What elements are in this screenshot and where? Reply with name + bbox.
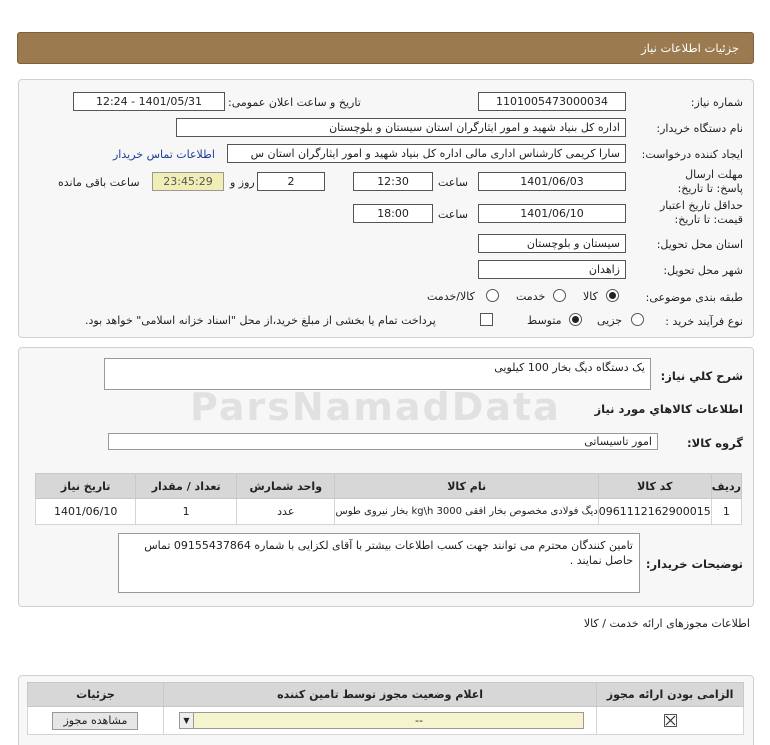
deadline-time-label: ساعت xyxy=(438,176,468,189)
category-service-radio[interactable] xyxy=(553,289,566,302)
col-date: تاریخ نیاز xyxy=(36,474,136,499)
permits-title: اطلاعات مجوزهای ارائه خدمت / کالا xyxy=(583,617,750,630)
permit-status-value: -- xyxy=(414,714,423,727)
goods-group-field: امور تاسیساتی xyxy=(108,433,658,450)
category-goods-radio[interactable] xyxy=(606,289,619,302)
creator-label: ایجاد کننده درخواست: xyxy=(641,148,743,161)
cell-status xyxy=(163,707,596,735)
col-row: ردیف xyxy=(711,474,741,499)
cell-name: دیگ فولادی مخصوص بخار افقی 3000 kg\h بخار نیروی طوس xyxy=(335,499,598,525)
col-code: کد کالا xyxy=(598,474,711,499)
validity-label: حداقل تاریخ اعتبار قیمت: تا تاریخ: xyxy=(659,199,743,226)
items-table xyxy=(35,473,742,525)
announce-label: تاریخ و ساعت اعلان عمومی: xyxy=(228,96,361,109)
permits-table xyxy=(27,682,744,735)
page-title-bar xyxy=(17,32,754,64)
process-label: نوع فرآیند خرید : xyxy=(665,315,743,328)
need-number-field: 1101005473000034 xyxy=(478,92,626,111)
category-label: طبقه بندی موضوعی: xyxy=(645,291,743,304)
view-permit-button[interactable]: مشاهده مجوز xyxy=(52,712,138,730)
treasury-payment-checkbox[interactable] xyxy=(480,313,493,326)
process-partial-label: جزیی xyxy=(597,314,623,327)
announce-field: 1401/05/31 - 12:24 xyxy=(73,92,225,111)
cell-row: 1 xyxy=(711,499,741,525)
col-required: الزامی بودن ارائه مجوز xyxy=(597,683,744,707)
col-status: اعلام وضعیت مجوز توسط تامین کننده xyxy=(163,683,596,707)
need-number-label: شماره نیاز: xyxy=(690,96,743,109)
deadline-label: مهلت ارسال پاسخ: تا تاریخ: xyxy=(677,168,743,195)
table-row xyxy=(28,707,744,735)
goods-info-title: اطلاعات کالاهاي مورد نياز xyxy=(594,402,743,416)
province-field: سیستان و بلوچستان xyxy=(478,234,626,253)
summary-field: یک دستگاه دیگ بخار 100 کیلویی xyxy=(104,358,651,390)
cell-required xyxy=(597,707,744,735)
watermark-text: ParsNamadData xyxy=(190,385,561,429)
summary-label: شرح کلي نياز: xyxy=(660,369,743,383)
process-medium-label: متوسط xyxy=(527,314,562,327)
cell-date: 1401/06/10 xyxy=(36,499,136,525)
city-label: شهر محل تحویل: xyxy=(663,264,743,277)
table-row xyxy=(36,499,742,525)
category-goods-label: کالا xyxy=(583,290,598,303)
province-label: استان محل تحویل: xyxy=(656,238,743,251)
category-service-label: خدمت xyxy=(516,290,546,303)
col-details: جزئیات xyxy=(28,683,164,707)
creator-field: سارا کریمی کارشناس اداری مالی اداره کل بنیاد شهید و امور ایثارگران استان س xyxy=(227,144,626,163)
days-field: 2 xyxy=(257,172,325,191)
buyer-field: اداره کل بنیاد شهید و امور ایثارگران استان سیستان و بلوچستان xyxy=(176,118,626,137)
permit-status-select[interactable] xyxy=(179,712,584,729)
deadline-time-field: 12:30 xyxy=(353,172,433,191)
validity-time-field: 18:00 xyxy=(353,204,433,223)
page-title: جزئیات اطلاعات نیاز xyxy=(641,41,739,55)
col-name: نام کالا xyxy=(335,474,598,499)
buyer-notes-label: توضیحات خریدار: xyxy=(645,557,743,571)
buyer-notes-field: تامین کنندگان محترم می توانند جهت کسب اطلاعات بیشتر با آقای لکزایی با شماره 09155437864 تماس حاصل نمایند . xyxy=(118,533,640,593)
validity-time-label: ساعت xyxy=(438,208,468,221)
x-mark-icon xyxy=(665,715,676,726)
validity-date-field: 1401/06/10 xyxy=(478,204,626,223)
process-medium-radio[interactable] xyxy=(569,313,582,326)
remaining-label: ساعت باقی مانده xyxy=(58,176,140,189)
col-unit: واحد شمارش xyxy=(237,474,335,499)
days-label: روز و xyxy=(230,176,255,189)
col-qty: تعداد / مقدار xyxy=(136,474,237,499)
category-both-radio[interactable] xyxy=(486,289,499,302)
process-partial-radio[interactable] xyxy=(631,313,644,326)
required-checkbox xyxy=(664,714,677,727)
chevron-down-icon: ▼ xyxy=(180,713,194,728)
remaining-time-field: 23:45:29 xyxy=(152,172,224,191)
treasury-payment-note: پرداخت تمام یا بخشی از مبلغ خرید،از محل "اسناد خزانه اسلامی" خواهد بود. xyxy=(85,314,436,327)
buyer-contact-link[interactable]: اطلاعات تماس خریدار xyxy=(113,148,215,161)
category-both-label: کالا/خدمت xyxy=(427,290,475,303)
buyer-label: نام دستگاه خریدار: xyxy=(656,122,743,135)
city-field: زاهدان xyxy=(478,260,626,279)
deadline-date-field: 1401/06/03 xyxy=(478,172,626,191)
cell-qty: 1 xyxy=(136,499,237,525)
goods-group-label: گروه کالا: xyxy=(687,436,743,450)
cell-details xyxy=(28,707,164,735)
cell-unit: عدد xyxy=(237,499,335,525)
cell-code: 0961112162900015 xyxy=(598,499,711,525)
